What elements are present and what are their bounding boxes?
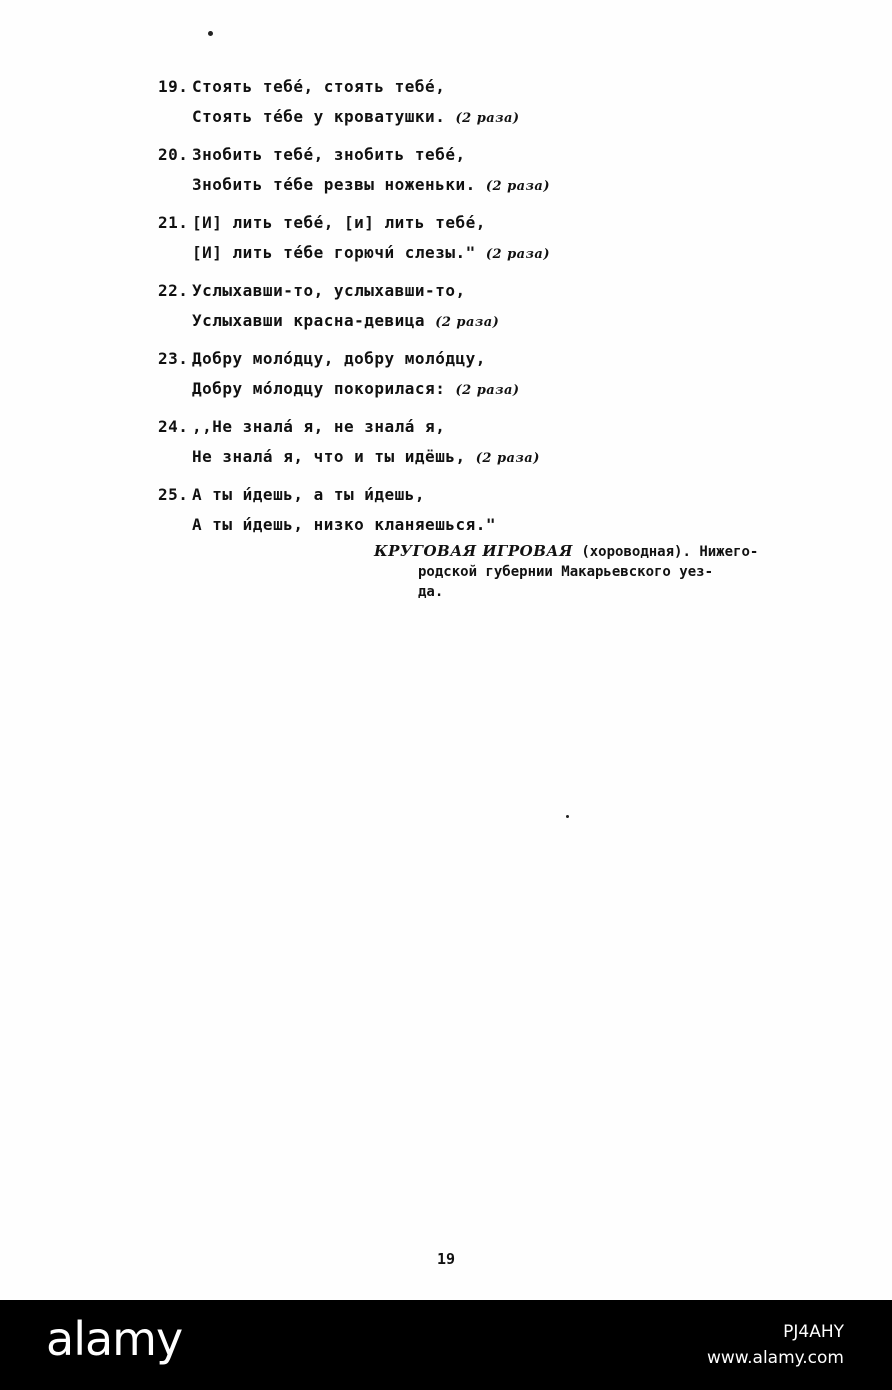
stanza	[158, 344, 858, 412]
stanza-line-text: Стоять тебе́, стоять тебе́,	[192, 77, 446, 96]
stanza-number: 20.	[158, 145, 189, 164]
stanza-line-text: Добру моло́дцу, добру моло́дцу,	[192, 349, 486, 368]
stanza-line-text: [И] лить те́бе горючи́ слезы."	[192, 243, 476, 262]
stanza-line-text: Добру мо́лодцу покорилася:	[192, 379, 446, 398]
stanza	[158, 208, 858, 276]
stanza-line-text: А ты и́дешь, низко кланяешься."	[192, 515, 496, 534]
stanza-line	[158, 306, 858, 338]
stanza-line-text: Не знала́ я, что и ты идёшь,	[192, 447, 466, 466]
stanza-line-text: Стоять те́бе у кроватушки.	[192, 107, 446, 126]
caption-text: родской губернии Макарьевского уез-	[418, 564, 714, 580]
stanza-line	[158, 480, 858, 510]
stanza	[158, 72, 858, 140]
stanza-line-text: Услыхавши красна-девица	[192, 311, 426, 330]
repeat-note: (2 раза)	[485, 179, 550, 194]
stanza-line-text: ,,Не знала́ я, не знала́ я,	[192, 417, 446, 436]
alamy-logo: alamy	[46, 1312, 183, 1366]
stanza-line	[158, 102, 858, 134]
stanza-number: 24.	[158, 417, 189, 436]
stanza	[158, 480, 858, 548]
song-stanzas	[158, 72, 858, 548]
stanza-line-text: [И] лить тебе́, [и] лить тебе́,	[192, 213, 486, 232]
stanza	[158, 412, 858, 480]
stanza-number: 25.	[158, 485, 189, 504]
stanza-line-text: Услыхавши-то, услыхавши-то,	[192, 281, 466, 300]
stanza-line-text: Знобить тебе́, знобить тебе́,	[192, 145, 466, 164]
stanza-number: 19.	[158, 77, 189, 96]
stanza	[158, 140, 858, 208]
stanza	[158, 276, 858, 344]
repeat-note: (2 раза)	[455, 111, 520, 126]
repeat-note: (2 раза)	[485, 247, 550, 262]
stanza-line	[158, 208, 858, 238]
stanza-line	[158, 510, 858, 540]
print-speck	[208, 31, 213, 36]
repeat-note: (2 раза)	[475, 451, 540, 466]
stanza-line	[158, 276, 858, 306]
image-id: PJ4AHY	[783, 1322, 844, 1342]
stanza-line	[158, 442, 858, 474]
repeat-note: (2 раза)	[455, 383, 520, 398]
caption-title: КРУГОВАЯ ИГРОВАЯ	[374, 542, 573, 560]
stanza-number: 22.	[158, 281, 189, 300]
stanza-line	[158, 140, 858, 170]
stanza-line-text: Знобить те́бе резвы ноженьки.	[192, 175, 476, 194]
site-url: www.alamy.com	[706, 1348, 844, 1368]
song-caption	[374, 541, 854, 602]
stanza-number: 23.	[158, 349, 189, 368]
caption-text: да.	[418, 584, 444, 600]
caption-text: (хороводная). Нижего-	[581, 544, 759, 560]
print-speck	[566, 815, 569, 818]
caption-line	[374, 541, 854, 562]
page-number: 19	[436, 1250, 456, 1268]
stanza-line	[158, 412, 858, 442]
stanza-line	[158, 238, 858, 270]
stanza-line	[158, 374, 858, 406]
watermark-banner	[0, 1300, 892, 1390]
stanza-line	[158, 344, 858, 374]
stanza-line-text: А ты и́дешь, а ты и́дешь,	[192, 485, 426, 504]
stanza-line	[158, 170, 858, 202]
stanza-line	[158, 72, 858, 102]
stanza-number: 21.	[158, 213, 189, 232]
repeat-note: (2 раза)	[435, 315, 500, 330]
